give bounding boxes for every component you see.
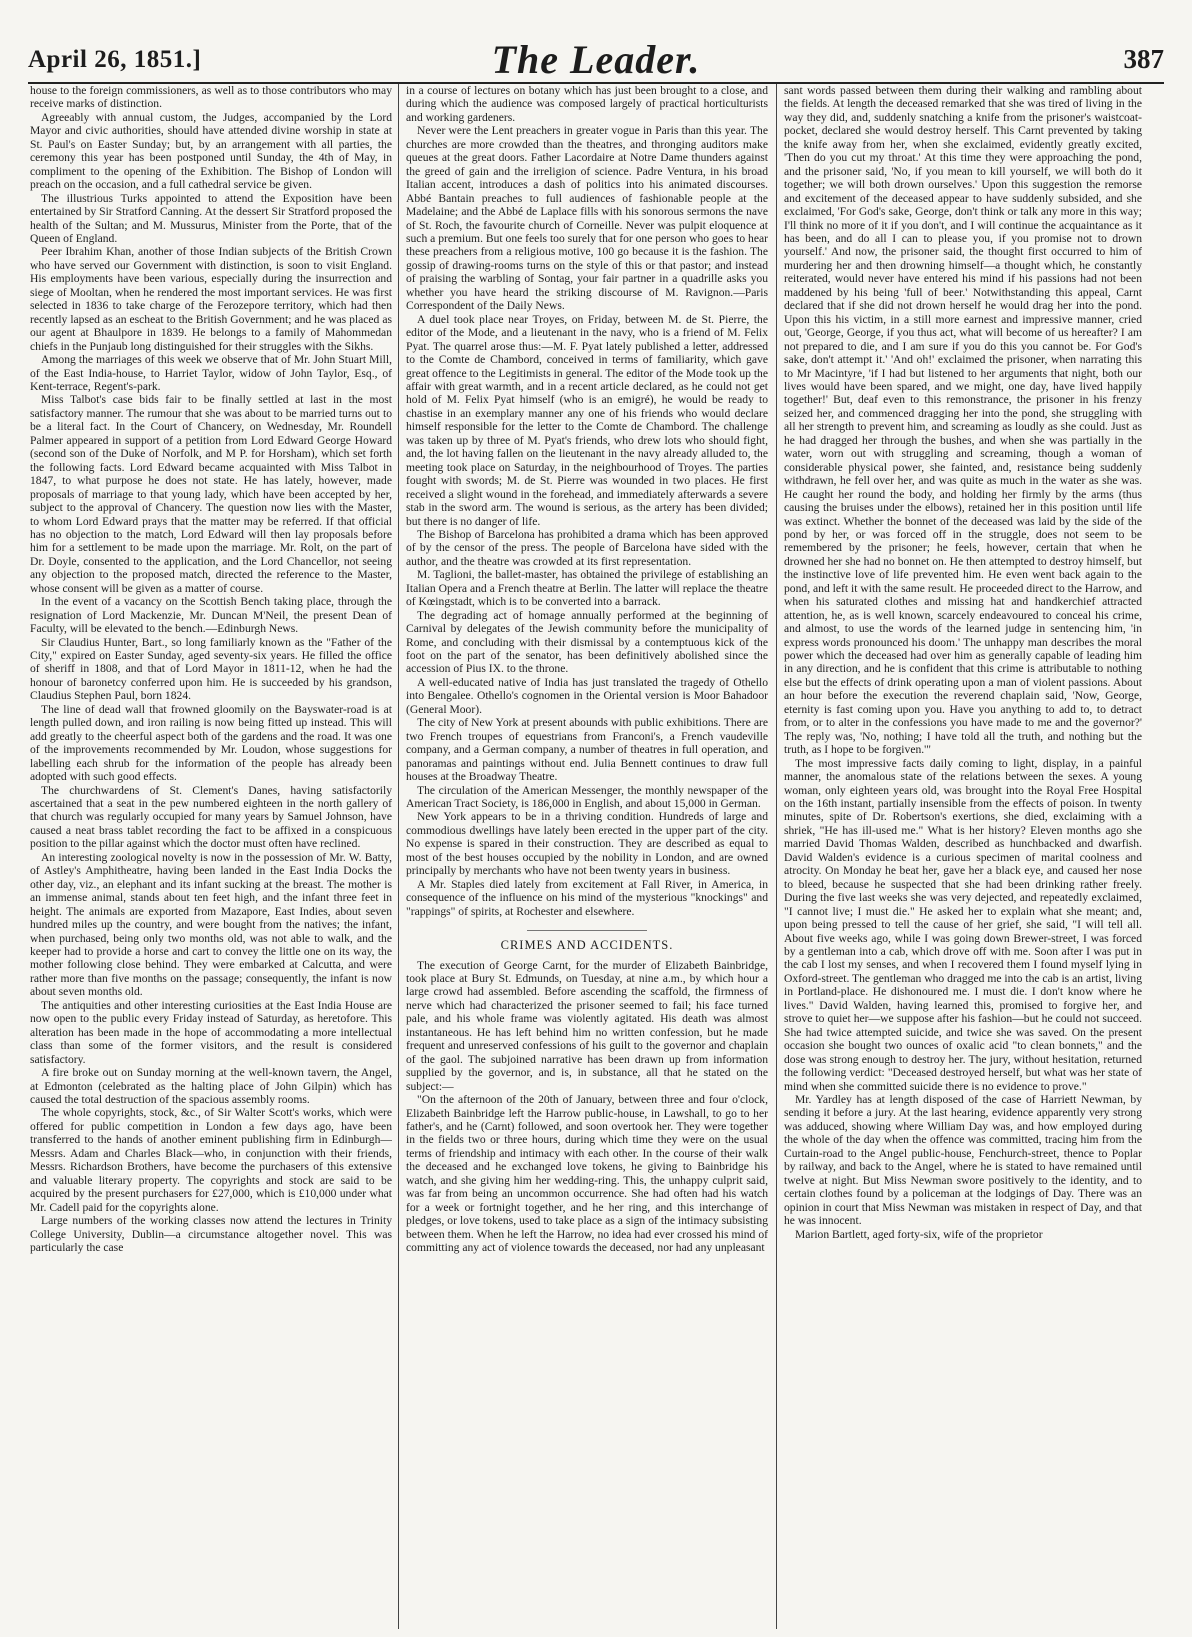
newspaper-title: The Leader. (491, 37, 701, 82)
section-divider (527, 930, 647, 931)
column-divider (398, 84, 399, 1629)
paragraph: An interesting zoological novelty is now in the possession of Mr. W. Batty, of Astley's Amphitheatre, having been landed in the East India Docks the other day, viz., an elephant and its infant sucking at the breast. The mother is an immense animal, stands about ten feet high, and the infant three feet in height. The animals are exported from Mazapore, East Indies, about seven hundred miles up the country, and were bought from the natives; the infant, when purchased, being only two months old, was not able to walk, and the keeper had to provide a horse and cart to convey the little one on its way, the mother following close behind. They were embarked at Calcutta, and were rather more than five months on the passage; consequently, the infant is now about seven months old. (30, 850, 392, 999)
paragraph: New York appears to be in a thriving condition. Hundreds of large and commodious dwellings have lately been erected in the upper part of the city. No expense is spared in their construction. They are described as equal to most of the best houses occupied by the nobility in London, and are owned principally by merchants who have not been twenty years in business. (406, 810, 768, 878)
paragraph: Marion Bartlett, aged forty-six, wife of the proprietor (795, 1227, 1043, 1241)
paragraph: A duel took place near Troyes, on Friday, between M. de St. Pierre, the editor of the Mode, and a lieutenant in the navy, who is a friend of M. Felix Pyat. The quarrel arose thus:—M. F. Pyat lately published a letter, addressed to the Comte de Chambord, conceived in terms of familiarity, which gave great offence to the Legitimists in general. The editor of the Mode took up the affair with great warmth, and in a recent article declared, as he could not get hold of M. Felix Pyat himself (who is an emigré), he would be ready to chastise in an exemplary manner any one of his friends who would declare himself responsible for the letter to the Comte de Chambord. The challenge was taken up by three of M. Pyat's friends, who drew lots who should fight, and, the lot having fallen on the lieutenant in the navy already alluded to, the meeting took place on Saturday, in the neighbourhood of Troyes. The parties fought with swords; M. de St. Pierre was wounded in two places. He first received a slight wound in the forehead, and immediately afterwards a severe stab in the sword arm. The wound is serious, as the artery has been divided; but there is no danger of life. (406, 312, 768, 528)
paragraph: sant words passed between them during their walking and rambling about the fields. At length the deceased remarked that she was tired of living in the way they did, and, suddenly snatching a knife from the prisoner's waistcoat-pocket, declared she would destroy herself. This Carnt prevented by taking the knife away from her, when she exclaimed, evidently greatly excited, 'Then do you cut my throat.' At this time they were approaching the pond, and the prisoner said, 'No, if you mean to kill yourself, we will both do it together; we will both drown ourselves.' Upon this suggestion the remorse and excitement of the deceased appear to have suddenly subsided, and she exclaimed, 'For God's sake, George, don't think or talk any more in this way; I'll think no more of it if you don't, and I will continue the acquaintance as it has been, and do all I can to please you, if you promise not to drown yourself.' And now, the prisoner said, the thought first occurred to him of murdering her and then drowning himself—a thought which, he constantly reiterated, would never have entered his mind if his passions had not been maddened by his being 'full of beer.' Notwithstanding this appeal, Carnt declared that if she did not drown herself he would drag her into the pond. Upon this his victim, in a still more earnest and impressive manner, cried out, 'George, George, if you thus act, what will become of us hereafter? I am not prepared to die, and I am sure if you do this you cannot be. For God's sake, don't attempt it.' 'And oh!' exclaimed the prisoner, when narrating this to Mr Macintyre, 'if I had but listened to her arguments that night, both our lives would have been spared, and we might, one day, have lived happily together!' But, deaf even to this remonstrance, the prisoner in his frenzy seized her, and commenced dragging her into the pond, she struggling with all her strength to prevent him, and screaming as loudly as she could. Just as he had dragged her through the bushes, and when she was partially in the water, worn out with struggling and screaming, though a woman of considerable physical power, she fainted, and, resistance being suddenly withdrawn, he fell over her, and was quite as much in the water as she was. He caught her round the body, and holding her firmly by the arms (thus causing the bruises under the elbows), retained her in this position until life was extinct. Whether the bonnet of the deceased was laid by the side of the pond by her, or was forced off in the struggle, does not seem to be remembered by the prisoner; he feels, however, certain that when he drowned her she had no bonnet on. He then attempted to destroy himself, but the instinctive love of life prevented him. He even went back again to the pond, and left it with the same result. He proceeded direct to the Harrow, and when his saturated clothes and missing hat and handkerchief attracted attention, he, as is well known, scarcely endeavoured to conceal his crime, and almost, to use the words of the learned judge in sentencing him, 'in express words pronounced his doom.' The unhappy man describes the moral power which the deceased had over him as generally capable of leading him in any direction, and he is confident that this crime is attributable to nothing else but the effects of drink operating upon a man of violent passions. About an hour before the execution the reverend chaplain said, 'Now, George, eternity is fast coming upon you. Have you anything to add to, to detract from, or to alter in the confessions you have made to me and the governor?' The reply was, 'No, nothing; I have told all the truth, and nothing but the truth, as I hope to be forgiven.'" (784, 84, 1142, 757)
paragraph: The execution of George Carnt, for the murder of Elizabeth Bainbridge, took place at Bury St. Edmunds, on Tuesday, at nine a.m., by which hour a large crowd had assembled. Before ascending the scaffold, the firmness of nerve which had characterized the prisoner seemed to fail; his face turned pale, and his whole frame was violently agitated. His death was almost instantaneous. He has left behind him no written confession, but he made frequent and unreserved confessions of his guilt to the governor and chaplain of the gaol. The subjoined narrative has been drawn up from information supplied by the governor, and is, in substance, all that he stated on the subject:— (406, 958, 768, 1093)
paragraph: "On the afternoon of the 20th of January, between three and four o'clock, Elizabeth Bainbridge left the Harrow public-house, in Lawshall, to go to her father's, and he (Carnt) followed, and soon overtook her. They were together in the fields two or three hours, during which time they were on the usual terms of friendship and intimacy with each other. In the course of their walk the deceased and he exchanged love tokens, he giving to Bainbridge his watch, and she giving him her wedding-ring. This, the unhappy culprit said, was far from being an uncommon occurrence. She had often had his watch for a week or fortnight together, and he her ring, and this interchange of pledges, or love tokens, used to take place as a sign of the intimacy subsisting between them. When he left the Harrow, no idea had ever crossed his mind of committing any act of violence towards the deceased, nor had any unpleasant (406, 1093, 768, 1255)
issue-date: April 26, 1851.] (28, 46, 202, 73)
paragraph: A Mr. Staples died lately from excitement at Fall River, in America, in consequence of the influence on his mind of the mysterious "knockings" and "rappings" of spirits, at Rochester and elsewhere. (406, 877, 768, 918)
section-heading-crimes: CRIMES AND ACCIDENTS. (500, 938, 674, 953)
paragraph: The illustrious Turks appointed to attend the Exposition have been entertained by Sir Stratford Canning. At the dessert Sir Stratford proposed the health of the Sultan; and M. Mussurus, Minister from the Porte, that of the Queen of England. (30, 191, 392, 245)
column-2 (406, 84, 768, 1629)
paragraph: In the event of a vacancy on the Scottish Bench taking place, through the resignation of Lord Mackenzie, Mr. Duncan M'Neil, the present Dean of Faculty, will be elevated to the bench.—Edinburgh News. (30, 595, 392, 636)
paragraph: The most impressive facts daily coming to light, display, in a painful manner, the anomalous state of the relations between the sexes. A young woman, only eighteen years old, was brought into the Royal Free Hospital on the 16th instant, partially insensible from the effects of poison. In twenty minutes, spite of Dr. Robertson's exertions, she died, exclaiming with a shriek, "He has ill-used me." What is her history? Eleven months ago she married David Thomas Walden, described as hunchbacked and dwarfish. David Walden's evidence is a curious specimen of marital coolness and atrocity. On Monday he beat her, gave her a black eye, and caused her nose to bleed, because he suspected that she had been drinking rather freely. During the five last weeks she was very dejected, and repeatedly exclaimed, "I cannot live; I must die." He asked her to explain what she meant; and, upon being pressed to tell the cause of her grief, she said, "I will tell all. About five weeks ago, while I was going down Brewer-street, I was forced by a gentleman into a cab, which drove off with me. Soon after I was put in the cab I lost my senses, and when I recovered them I found myself lying in Oxford-street. The gentleman who dragged me into the cab is an artist, living in Portland-place. He dishonoured me. I must die. I don't know where he lives." David Walden, having learned this, promised to forgive her, and strove to quiet her—we suppose after his fashion—but he could not succeed. She had twice attempted suicide, and twice she was saved. On the present occasion she bought two ounces of oxalic acid "to clean bonnets," and the dose was strong enough to destroy her. The jury, without hesitation, returned the following verdict: "Deceased destroyed herself, but what was her state of mind when she committed suicide there is no evidence to prove." (784, 756, 1142, 1093)
paragraph: A well-educated native of India has just translated the tragedy of Othello into Bengalee. Othello's cognomen in the Oriental version is Moor Bahadoor (General Moor). (406, 675, 768, 716)
paragraph: house to the foreign commissioners, as well as to those contributors who may receive marks of distinction. (30, 84, 392, 111)
paragraph: The degrading act of homage annually performed at the beginning of Carnival by delegates of the Jewish community before the municipality of Rome, and concluding with their dismissal by a contemptuous kick of the foot on the part of the senator, has been definitively abolished since the accession of Pius IX. to the throne. (406, 608, 768, 676)
paragraph: The Bishop of Barcelona has prohibited a drama which has been approved of by the censor of the press. The people of Barcelona have sided with the author, and the theatre was crowded at its first representation. (406, 527, 768, 568)
paragraph: in a course of lectures on botany which has just been brought to a close, and during which the audience was composed largely of practical horticulturists and working gardeners. (406, 84, 768, 124)
masthead (28, 28, 1164, 84)
paragraph: Mr. Yardley has at length disposed of the case of Harriett Newman, by sending it before a jury. At the last hearing, evidence apparently very strong was adduced, showing where William Day was, and how employed during the whole of the day when the offence was committed, tracing him from the Curtain-road to the Angel public-house, Fenchurch-street, thence to Poplar by railway, and back to the Angel, where he is stated to have remained until twelve at night. But Miss Newman swore positively to the identity, and to certain clothes found by a policeman at the lodgings of Day. There was an opinion in court that Miss Newman was mistaken in respect of Day, and that he was innocent. (784, 1092, 1142, 1228)
paragraph: The line of dead wall that frowned gloomily on the Bayswater-road is at length pulled down, and iron railing is now being fitted up instead. This will add greatly to the cheerful aspect both of the gardens and the road. It was one of the improvements recommended by Mr. Loudon, whose suggestions for labelling each shrub for the information of the people has already been adopted with such good effects. (30, 702, 392, 784)
paragraph: The city of New York at present abounds with public exhibitions. There are two French troupes of equestrians from Franconi's, a French vaudeville company, and a German company, a number of theatres in full operation, and panoramas and paintings without end. Julia Bennett continues to draw full houses at the Broadway Theatre. (406, 716, 768, 784)
paragraph: Sir Claudius Hunter, Bart., so long familiarly known as the "Father of the City," expired on Easter Sunday, aged seventy-six years. He filled the office of sheriff in 1808, and that of Lord Mayor in 1811-12, when he had the honour of baronetcy conferred upon him. He is succeeded by his grandson, Claudius Stephen Paul, born 1824. (30, 635, 392, 703)
paragraph: Never were the Lent preachers in greater vogue in Paris than this year. The churches are more crowded than the theatres, and thronging auditors make queues at the great doors. Father Lacordaire at Notre Dame thunders against the greed of gain and the irreligion of science. Padre Ventura, in his broad Italian accent, introduces a dash of politics into his animated discourses. Abbé Bantain preaches to full audiences of fashionable people at the Madelaine; and the Abbé de Laplace fills with his sonorous sermons the nave of St. Roch, the favourite church of Corneille. Never was pulpit eloquence at such a premium. But one feels too surely that for one person who goes to hear these preachers from a religious motive, 100 go because it is the fashion. The gossip of drawing-rooms turns on the style of this or that pastor; and instead of praising the warbling of Sontag, your fair partner in a quadrille asks you whether you have heard the striking discourse of M. Ravignon.—Paris Correspondent of the Daily News. (406, 124, 768, 313)
paragraph: The circulation of the American Messenger, the monthly newspaper of the American Tract Society, is 186,000 in English, and about 15,000 in German. (406, 783, 768, 811)
paragraph: Peer Ibrahim Khan, another of those Indian subjects of the British Crown who have served our Government with distinction, is soon to visit England. His employments have been various, especially during the insurrection and siege of Mooltan, when he rendered the most important services. He was first selected in 1836 to take charge of the Ferozepore territory, which had then recently lapsed as an escheat to the British Government; and he was placed as our agent at Bhaulpore in 1839. He belongs to a family of Mahommedan chiefs in the Punjaub long distinguished for their struggles with the Sikhs. (30, 245, 392, 353)
column-3 (784, 84, 1142, 1629)
paragraph: M. Taglioni, the ballet-master, has obtained the privilege of establishing an Italian Opera and a French theatre at Berlin. The latter will replace the theatre of Kœingstadt, which is to be converted into a barrack. (406, 568, 768, 609)
paragraph: The churchwardens of St. Clement's Danes, having satisfactorily ascertained that a seat in the pew numbered eighteen in the north gallery of that church was regularly occupied for many years by Samuel Johnson, have caused a neat brass tablet recording the fact to be affixed in a conspicuous position to the pillar against which the doctor must often have reclined. (30, 783, 392, 851)
paragraph: Large numbers of the working classes now attend the lectures in Trinity College University, Dublin—a circumstance altogether novel. This was particularly the case (30, 1214, 392, 1254)
page-number: 387 (1123, 44, 1164, 74)
column-divider (776, 84, 777, 1629)
paragraph: Among the marriages of this week we observe that of Mr. John Stuart Mill, of the East India-house, to Harriet Taylor, widow of John Taylor, Esq., of Kent-terrace, Regent's-park. (30, 353, 392, 393)
column-1 (30, 84, 392, 1629)
paragraph: Miss Talbot's case bids fair to be finally settled at last in the most satisfactory manner. The rumour that she was about to be married turns out to be a literal fact. In the Court of Chancery, on Wednesday, Mr. Roundell Palmer appeared in support of a petition from Lord Edward George Howard (second son of the Duke of Norfolk, and M P. for Horsham), which set forth the following facts. Lord Edward became acquainted with Miss Talbot in 1847, to what purpose he does not state. He has lately, however, made proposals of marriage to that young lady, which have been accepted by her, subject to the approval of Chancery. The question now lies with the Master, to whom Lord Edward prays that the matter may be referred. If that official has no objection to the match, Lord Edward will then lay proposals before him for a settlement to be made upon the marriage. Mr. Rolt, on the part of Dr. Doyle, consented to the application, and the Lord Chancellor, not seeing any objection to the proposed match, directed the reference to the Master, whose consent will be given as a matter of course. (30, 393, 392, 595)
paragraph: The whole copyrights, stock, &c., of Sir Walter Scott's works, which were offered for public competition in London a few days ago, have been transferred to the hands of another eminent publishing firm in Edinburgh—Messrs. Adam and Charles Black—who, in conjunction with their friends, Messrs. Richardson Brothers, have become the purchasers of this extensive and valuable literary property. The copyrights and stock are said to be acquired by the present purchasers for £27,000, which is £10,000 under what Mr. Cadell paid for the copyrights alone. (30, 1106, 392, 1214)
paragraph: A fire broke out on Sunday morning at the well-known tavern, the Angel, at Edmonton (celebrated as the halting place of John Gilpin) which has caused the total destruction of the spacious assembly rooms. (30, 1066, 392, 1106)
paragraph: Agreeably with annual custom, the Judges, accompanied by the Lord Mayor and civic authorities, should have attended divine worship in state at St. Paul's on Easter Sunday; but, by an arrangement with all parties, the ceremony this year has been postponed until Sunday, the 4th of May, in compliment to the opening of the Exhibition. The Bishop of London will preach on the occasion, and a full cathedral service be given. (30, 110, 392, 192)
paragraph: The antiquities and other interesting curiosities at the East India House are now open to the public every Friday instead of Saturday, as heretofore. This alteration has been made in the hope of accommodating a more intellectual class than some of the former visitors, and the result is considered satisfactory. (30, 998, 392, 1066)
